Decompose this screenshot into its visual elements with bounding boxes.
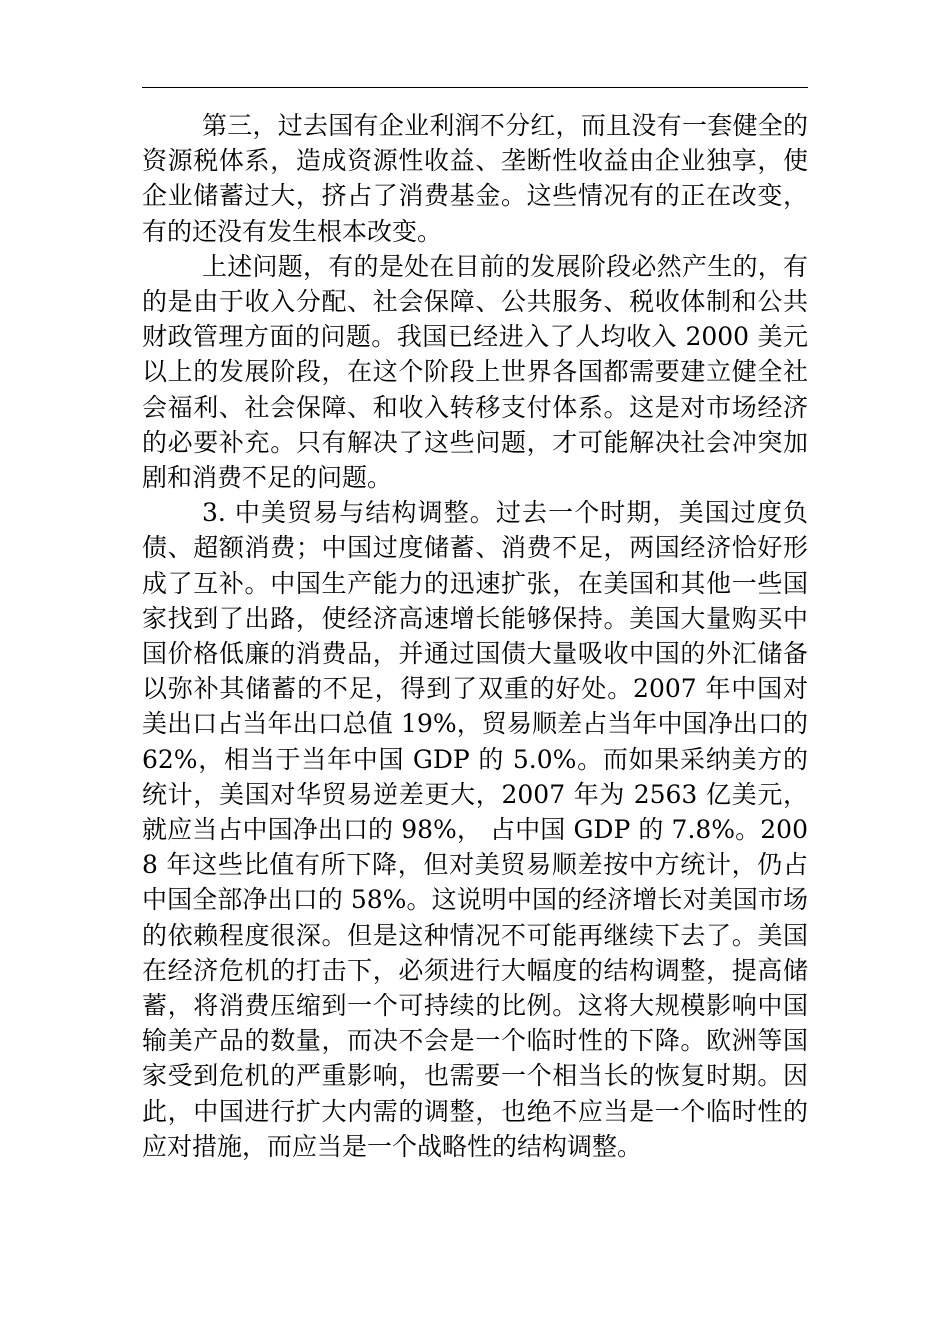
paragraph-sino-us-trade: 3. 中美贸易与结构调整。过去一个时期，美国过度负债、超额消费；中国过度储蓄、消费不足，两国经济恰好形成了互补。中国生产能力的迅速扩张，在美国和其他一些国家找到了出路，使经济高速增长能够保持。美国大量购买中国价格低廉的消费品，并通过国债大量吸收中国的外汇储备以弥补其储蓄的不足，得到了双重的好处。2007 年中国对美出口占当年出口总值 19%，贸易顺差占当年中国净出口的62%，相当于当年中国 GDP 的 5.0%。而如果采纳美方的统计，美国对华贸易逆差更大，2007 年为 2563 亿美元，就应当占中国净出口的 98%， 占中国 GDP 的 7.8%。2008 年这些比值有所下降，但对美贸易顺差按中方统计，仍占中国全部净出口的 58%。这说明中国的经济增长对美国市场的依赖程度很深。但是这种情况不可能再继续下去了。美国在经济危机的打击下，必须进行大幅度的结构调整，提高储蓄，将消费压缩到一个可持续的比例。这将大规模影响中国输美产品的数量，而决不会是一个临时性的下降。欧洲等国家受到危机的严重影响，也需要一个相当长的恢复时期。因此，中国进行扩大内需的调整，也绝不应当是一个临时性的应对措施，而应当是一个战略性的结构调整。 bbox=[142, 498, 808, 1161]
paragraph-resource-tax: 第三，过去国有企业利润不分红，而且没有一套健全的资源税体系，造成资源性收益、垄断性收益由企业独享，使企业储蓄过大，挤占了消费基金。这些情况有的正在改变，有的还没有发生根本改变。 bbox=[142, 111, 808, 246]
header-rule bbox=[142, 87, 808, 88]
document-body bbox=[142, 108, 808, 1164]
paragraph-development-stage: 上述问题，有的是处在目前的发展阶段必然产生的，有的是由于收入分配、社会保障、公共服务、税收体制和公共财政管理方面的问题。我国已经进入了人均收入 2000 美元以上的发展阶段，在这个阶段上世界各国都需要建立健全社会福利、社会保障、和收入转移支付体系。这是对市场经济的必要补充。只有解决了这些问题，才可能解决社会冲突加剧和消费不足的问题。 bbox=[142, 251, 808, 493]
